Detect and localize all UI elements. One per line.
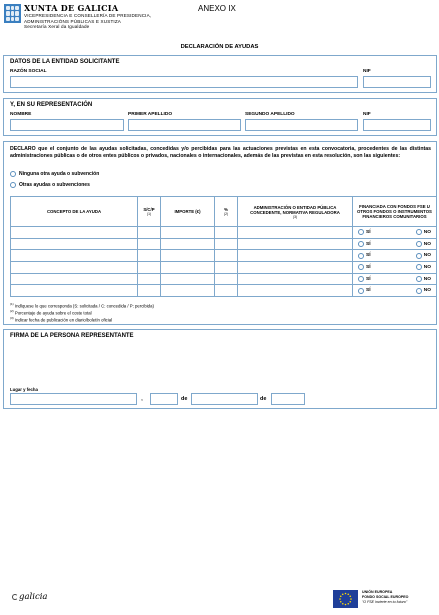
yes-label: SÍ [366, 288, 371, 294]
eu-star [339, 598, 341, 600]
nombre-label: NOMBRE [10, 112, 32, 117]
yes-radio[interactable] [358, 229, 364, 235]
yes-label: SÍ [366, 241, 371, 247]
importe-cell[interactable] [161, 285, 215, 297]
financiada-cell [353, 227, 437, 239]
yes-no-group [354, 288, 435, 294]
pct-cell[interactable] [215, 227, 238, 239]
pct-cell[interactable] [215, 273, 238, 285]
concepto-cell[interactable] [11, 262, 138, 274]
month-input[interactable] [191, 393, 258, 405]
eu-flag-icon [333, 590, 358, 608]
eu-text-block [362, 590, 408, 605]
nombre-input[interactable] [10, 119, 124, 131]
no-radio[interactable] [416, 253, 422, 259]
eu-star [340, 601, 342, 603]
financiada-cell [353, 262, 437, 274]
eu-star [349, 595, 351, 597]
entidad-nif-label: NIF [363, 69, 371, 74]
no-option[interactable] [416, 253, 431, 259]
no-radio[interactable] [416, 241, 422, 247]
entidad-nif-input[interactable] [363, 76, 431, 88]
eu-star [345, 593, 347, 595]
importe-cell[interactable] [161, 262, 215, 274]
scp-cell[interactable] [138, 227, 161, 239]
table-row [11, 262, 437, 274]
comma-separator: , [141, 395, 143, 402]
document-title: DECLARACIÓN DE AYUDAS [180, 44, 259, 50]
no-label: NO [423, 276, 431, 282]
no-option[interactable] [416, 264, 431, 270]
scp-cell[interactable] [138, 273, 161, 285]
yes-radio[interactable] [358, 288, 364, 294]
yes-no-group [354, 253, 435, 259]
scp-cell[interactable] [138, 262, 161, 274]
xunta-logo-icon [4, 4, 21, 23]
footnote: $^{(2)}$ Porcentaje de ayuda sobre el coste total [10, 309, 92, 316]
table-row [11, 273, 437, 285]
eu-star [349, 601, 351, 603]
dept-line-3: Secretaría Xeral da Igualdade [24, 24, 90, 30]
option-none-label: Ninguna otra ayuda o subvención [19, 171, 100, 177]
yes-option[interactable] [358, 264, 371, 270]
eu-star [342, 603, 344, 605]
org-name: XUNTA DE GALICIA [24, 3, 119, 13]
concepto-cell[interactable] [11, 238, 138, 250]
footnote: $^{(3)}$ Indicar fecha de publicación en diario/boletín oficial [10, 316, 113, 323]
col-concepto-header: CONCEPTO DE LA AYUDA [11, 197, 138, 227]
yes-option[interactable] [358, 229, 371, 235]
administracion-cell[interactable] [238, 250, 353, 262]
no-radio[interactable] [416, 264, 422, 270]
yes-label: SÍ [366, 264, 371, 270]
entidad-title: DATOS DE LA ENTIDAD SOLICITANTE [10, 59, 120, 65]
declaro-section [3, 141, 437, 325]
no-label: NO [423, 288, 431, 294]
no-option[interactable] [416, 229, 431, 235]
primer-apellido-label: PRIMER APELLIDO [128, 112, 173, 117]
footnotes [10, 302, 154, 323]
importe-cell[interactable] [161, 227, 215, 239]
concepto-cell[interactable] [11, 227, 138, 239]
yes-option[interactable] [358, 288, 371, 294]
no-radio[interactable] [416, 288, 422, 294]
yes-option[interactable] [358, 253, 371, 259]
scp-cell[interactable] [138, 285, 161, 297]
yes-radio[interactable] [358, 253, 364, 259]
importe-cell[interactable] [161, 238, 215, 250]
ayudas-table [10, 196, 437, 297]
lugar-input[interactable] [10, 393, 137, 405]
entidad-section [3, 55, 437, 93]
eu-line-1: UNIÓN EUROPEA [362, 590, 393, 594]
option-none-radio[interactable] [10, 171, 16, 177]
table-row [11, 227, 437, 239]
importe-cell[interactable] [161, 273, 215, 285]
annex-label: ANEXO IX [198, 4, 236, 13]
scp-cell[interactable] [138, 250, 161, 262]
yes-label: SÍ [366, 276, 371, 282]
lugar-fecha-label: Lugar y fecha [10, 387, 38, 392]
yes-radio[interactable] [358, 276, 364, 282]
option-others-label: Otras ayudas o subvenciones [19, 182, 90, 188]
no-radio[interactable] [416, 229, 422, 235]
col-scp-header: S/C/P (1) [138, 197, 161, 227]
pct-cell[interactable] [215, 262, 238, 274]
yes-no-group [354, 276, 435, 282]
administracion-cell[interactable] [238, 227, 353, 239]
administracion-cell[interactable] [238, 238, 353, 250]
footnote: $^{(1)}$ Indíquese lo que corresponda (S: solicitada / C: concedida / P: percibida) [10, 302, 154, 309]
col-importe-header: IMPORTE (€) [161, 197, 215, 227]
firma-title: FIRMA DE LA PERSONA REPRESENTANTE [10, 333, 134, 339]
galicia-swirl-icon [12, 594, 18, 600]
table-row [11, 285, 437, 297]
administracion-cell[interactable] [238, 262, 353, 274]
declaro-text: DECLARO que el conjunto de las ayudas solicitadas, concedidas y/o percibidas para las actuaciones previstas en esta convocatoria, procedentes de las distintas administraciones públicas o de otros entes públicos o privados, nacionales o internacionales, además de las previstas en esta resolución, son las siguientes: [10, 146, 431, 159]
concepto-cell[interactable] [11, 273, 138, 285]
option-others-radio[interactable] [10, 182, 16, 188]
year-input[interactable] [271, 393, 305, 405]
no-label: NO [423, 264, 431, 270]
yes-no-group [354, 264, 435, 270]
yes-radio[interactable] [358, 264, 364, 270]
administracion-cell[interactable] [238, 273, 353, 285]
no-label: NO [423, 229, 431, 235]
segundo-apellido-label: SEGUNDO APELLIDO [245, 112, 295, 117]
eu-star [350, 598, 352, 600]
eu-star [342, 593, 344, 595]
dept-line-2: ADMINISTRACIÓNS PÚBLICAS E XUSTIZA [24, 18, 121, 24]
eu-stars-icon [333, 590, 358, 608]
eu-star [340, 595, 342, 597]
no-label: NO [423, 253, 431, 259]
col-financiada-header: FINANCIADA CON FONDOS FSE U OTROS FONDOS O INSTRUMENTOS FINANCIEROS COMUNITARIOS [353, 197, 437, 227]
table-row [11, 238, 437, 250]
table-row [11, 250, 437, 262]
yes-label: SÍ [366, 229, 371, 235]
yes-option[interactable] [358, 276, 371, 282]
col-pct-header: % (2) [215, 197, 238, 227]
primer-apellido-input[interactable] [128, 119, 241, 131]
eu-star [345, 604, 347, 606]
table-header-row [11, 197, 437, 227]
importe-cell[interactable] [161, 250, 215, 262]
no-radio[interactable] [416, 276, 422, 282]
representacion-title: Y, EN SU REPRESENTACIÓN [10, 102, 93, 108]
representante-nif-label: NIF [363, 112, 371, 117]
representacion-section [3, 98, 437, 136]
pct-cell[interactable] [215, 238, 238, 250]
option-none[interactable] [10, 171, 99, 177]
financiada-cell [353, 285, 437, 297]
no-label: NO [423, 241, 431, 247]
eu-star [347, 593, 349, 595]
eu-line-3: "O FSE invierte en tu futuro" [362, 600, 408, 604]
representante-nif-input[interactable] [363, 119, 431, 131]
concepto-cell[interactable] [11, 250, 138, 262]
financiada-cell [353, 250, 437, 262]
no-option[interactable] [416, 241, 431, 247]
administracion-cell[interactable] [238, 285, 353, 297]
razon-social-label: RAZÓN SOCIAL [10, 69, 47, 74]
scp-cell[interactable] [138, 238, 161, 250]
no-option[interactable] [416, 276, 431, 282]
department-block [24, 13, 151, 30]
option-others[interactable] [10, 182, 90, 188]
concepto-cell[interactable] [11, 285, 138, 297]
eu-star [347, 603, 349, 605]
col-administracion-header: ADMINISTRACIÓN O ENTIDAD PÚBLICA CONCEDENTE, NORMATIVA REGULADORA (3) [238, 197, 353, 227]
no-option[interactable] [416, 288, 431, 294]
pct-cell[interactable] [215, 285, 238, 297]
yes-label: SÍ [366, 253, 371, 259]
financiada-cell [353, 238, 437, 250]
segundo-apellido-input[interactable] [245, 119, 358, 131]
galicia-logo: galicia [12, 592, 48, 602]
financiada-cell [353, 273, 437, 285]
razon-social-input[interactable] [10, 76, 358, 88]
yes-no-group [354, 241, 435, 247]
eu-line-2: FONDO SOCIAL EUROPEO [362, 595, 409, 599]
yes-option[interactable] [358, 241, 371, 247]
dept-line-1: VICEPRESIDENCIA E CONSELLERÍA DE PRESIDENCIA, [24, 13, 152, 18]
yes-radio[interactable] [358, 241, 364, 247]
pct-cell[interactable] [215, 250, 238, 262]
de-separator-2: de [260, 396, 267, 402]
yes-no-group [354, 229, 435, 235]
day-input[interactable] [150, 393, 178, 405]
de-separator-1: de [181, 396, 188, 402]
firma-section [3, 329, 437, 409]
